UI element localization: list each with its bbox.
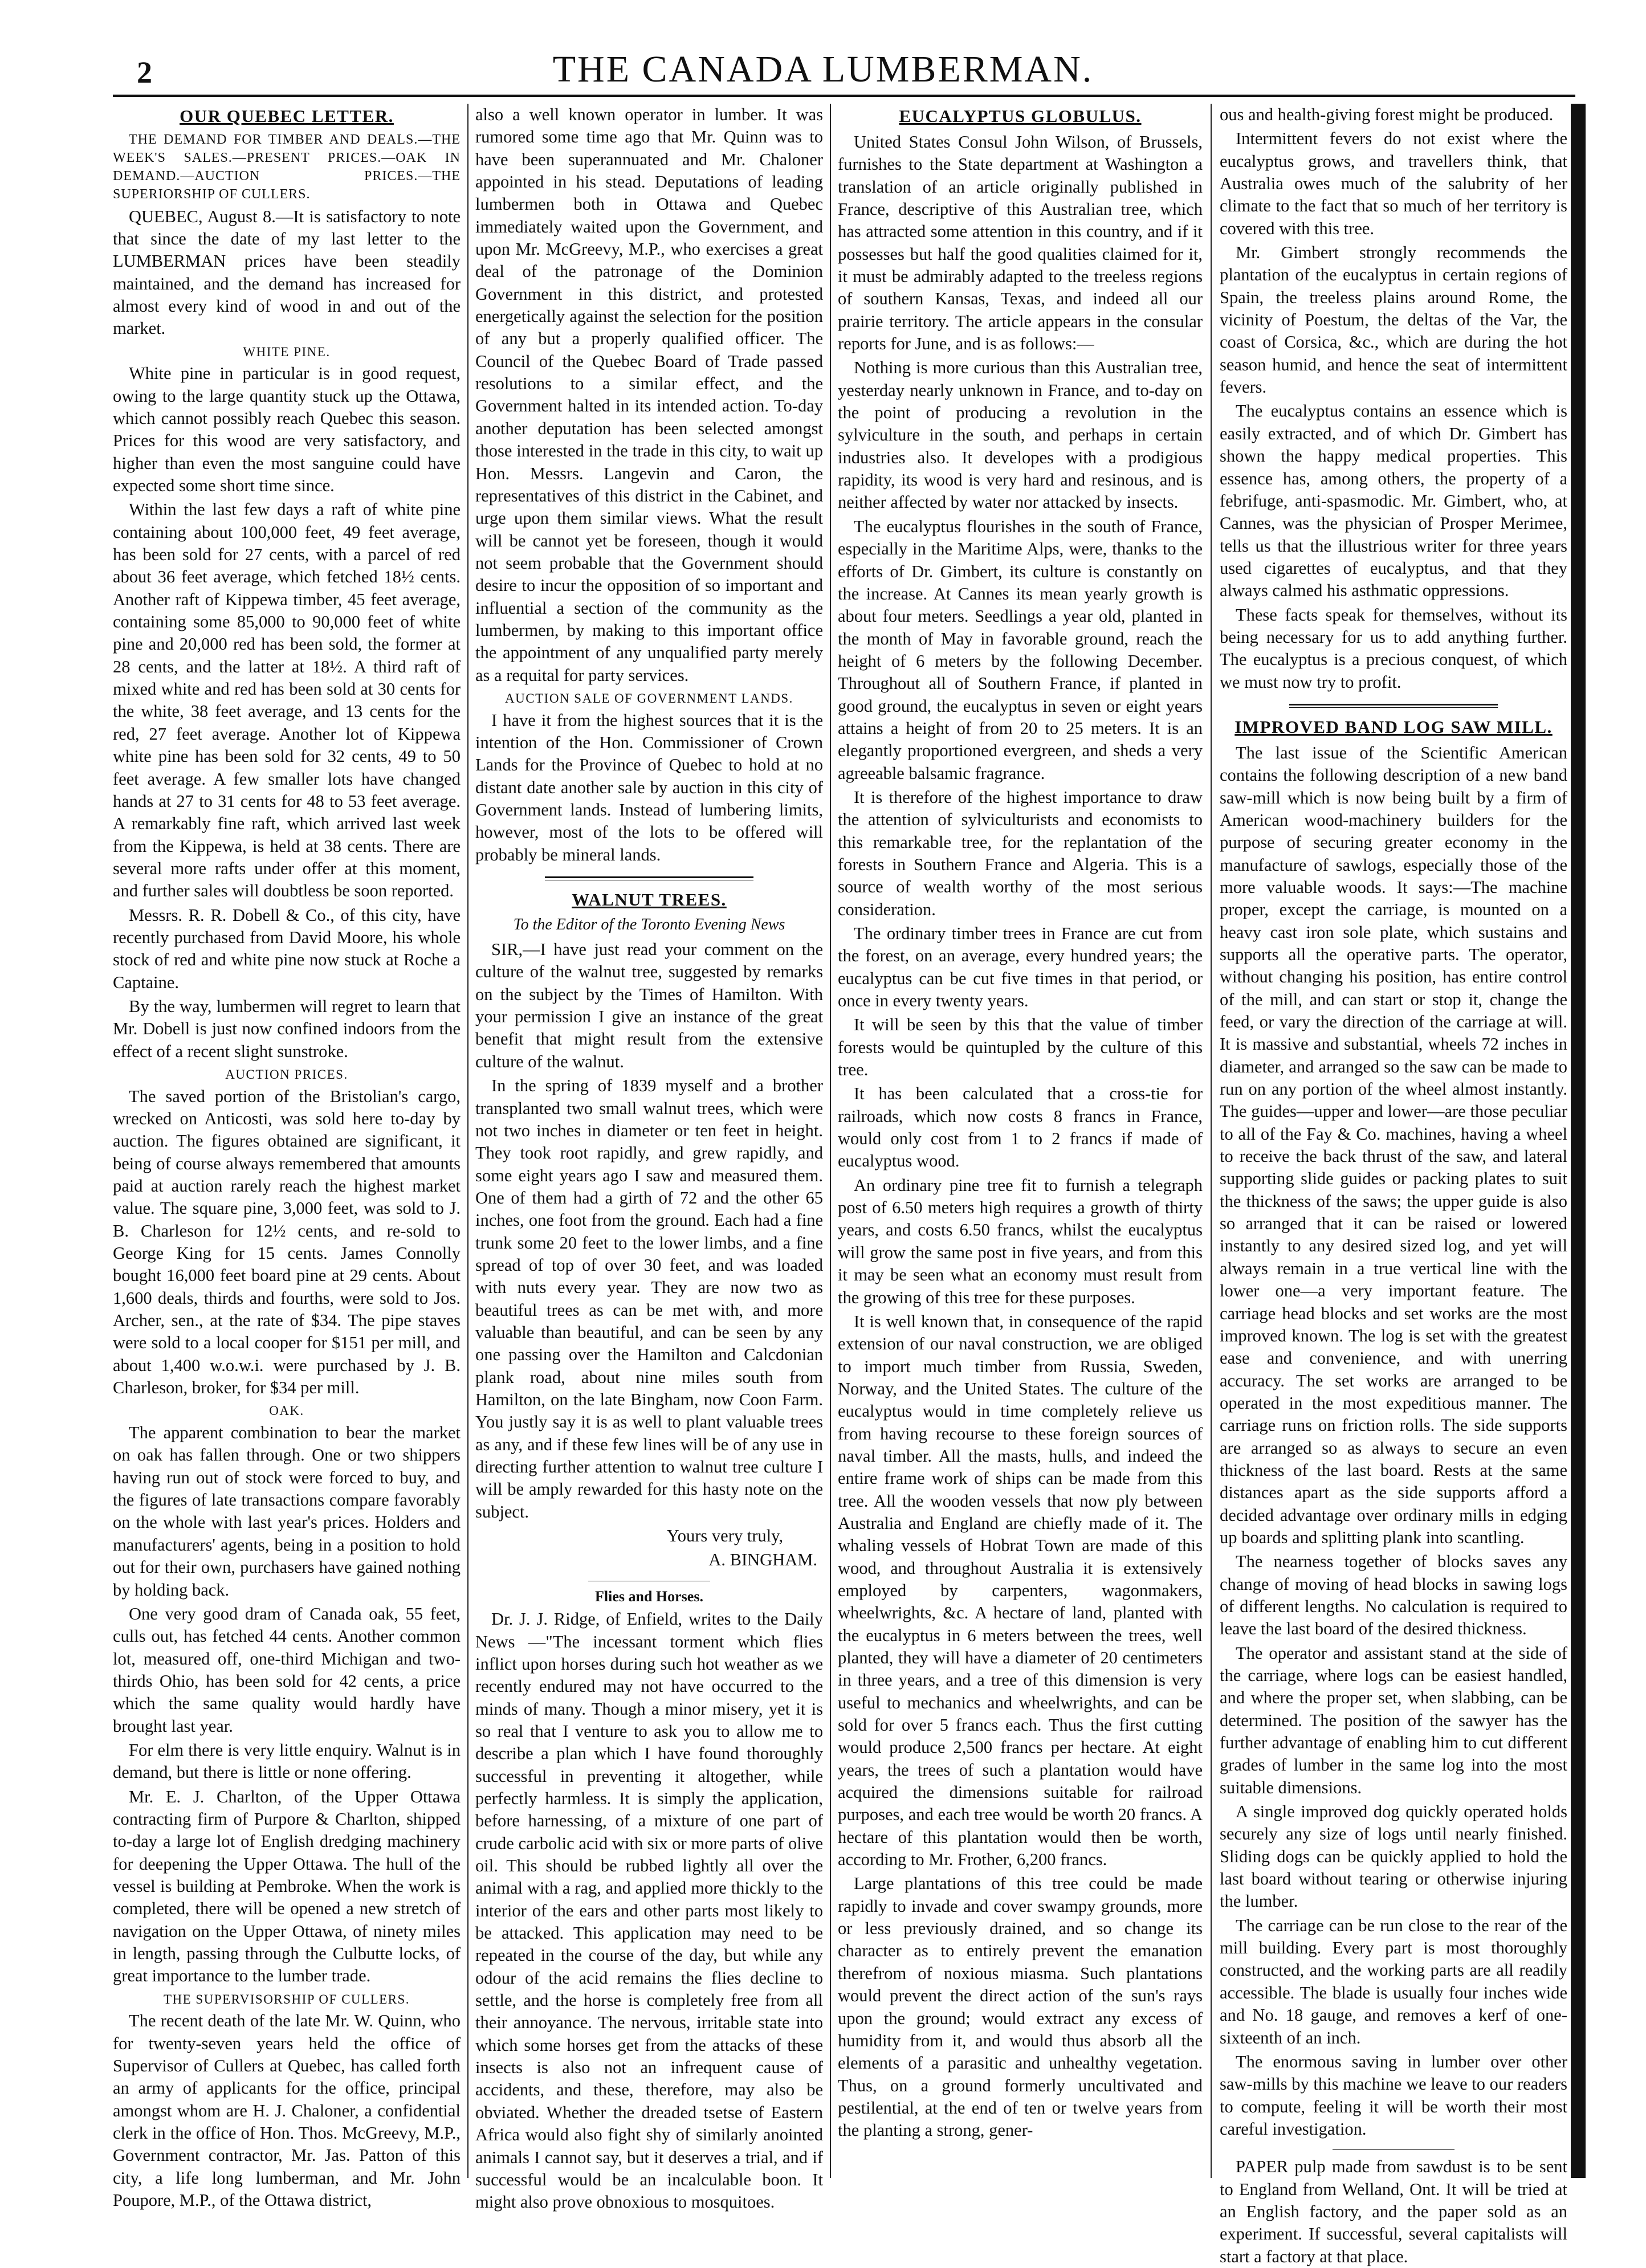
article-heading-walnut-trees: WALNUT TREES. [572,890,727,909]
paragraph: It will be seen by this that the value of timber forests would be quintupled by the culture of this tree. [838,1015,1203,1080]
paragraph: The eucalyptus flourishes in the south of France, especially in the Maritime Alps, were, thanks to the efforts of Dr. Gimbert, its culture is constantly on the increase. At Cannes its mean yearly growth is about four meters. Seedlings a year old, planted in the month of May in favorable ground, reach the height of 6 meters by the following December. Throughout all of Southern France, if planted in good ground, the eucalyptus in seven or eight years attains a height of from 20 to 25 meters. It is an elegantly proportioned evergreen, and sheds a very agreeable balsamic fragrance. [838,516,1203,783]
page-number: 2 [137,55,152,89]
paragraph: The eucalyptus contains an essence which is easily extracted, and of which Dr. Gimbert has shown the happy medical properties. This essence has, among others, the property of a febrifuge, anti-spasmodic. Mr. Gimbert, who, at Cannes, was the physician of Prosper Merimee, tells us that the illustrious writer for three years used cigarettes of eucalyptus, and that they always calmed his asthmatic oppressions. [1220,401,1567,601]
page-title: THE CANADA LUMBERMAN. [552,48,1094,90]
section-separator [1289,704,1498,708]
column-3 [838,104,1203,2178]
subheading-white-pine: WHITE PINE. [243,344,331,359]
paragraph: White pine in particular is in good request, owing to the large quantity stuck up the Ottawa, which cannot possibly reach Quebec this season. Prices for this wood are very satisfactory, and higher than even the most sanguine could have expected some short time since. [113,364,461,496]
paragraph: A single improved dog quickly operated holds securely any size of logs until nearly finished. Sliding dogs can be quickly applied to hold the last board without tearing or otherwise injuring the lumber. [1220,1802,1567,1911]
paragraph: Messrs. R. R. Dobell & Co., of this city, have recently purchased from David Moore, his whole stock of red and white pine now stuck at Roche a Captaine. [113,905,461,992]
column-4 [1220,104,1567,2266]
paragraph: PAPER pulp made from sawdust is to be sent to England from Welland, Ont. It will be tried at an English factory, and the paper sold as an experiment. If successful, several capitalists will start a factory at that place. [1220,2157,1567,2266]
paragraph: SIR,—I have just read your comment on the culture of the walnut tree, suggested by remarks on the subject by the Times of Hamilton. With your permission I give an instance of the great benefit that might result from the extensive culture of the walnut. [475,940,823,1071]
paragraph: In the spring of 1839 myself and a brother transplanted two small walnut trees, which were not two inches in diameter or ten feet in height. They took root rapidly, and grew rapidly, and some eight years ago I saw and measured them. One of them had a girth of 72 and the other 65 inches, one foot from the ground. Each had a fine trunk some 20 feet to the lower limbs, and a fine spread of top of over 30 feet, and was loaded with nuts every year. They are now two as beautiful trees as can be met with, and more valuable than beautiful, and can be seen by any one passing over the Hamilton and Calcdonian plank road, about nine miles south from Hamilton, on the late Bingham, now Coon Farm. You justly say it is as well to plant valuable trees as any, and if these few lines will be of any use in directing further attention to walnut tree culture I will be amply rewarded for this hasty note on the subject. [475,1076,823,1521]
article-byline: To the Editor of the Toronto Evening News [513,915,785,933]
column-2 [475,104,823,2212]
column-divider [830,104,831,2178]
paragraph: The apparent combination to bear the market on oak has fallen through. One or two shippers having run out of stock were forced to buy, and the figures of late transactions compare favorably on the whole with last year's prices. Holders and manufacturers' agents, being in a position to hold out for their own, purchasers have gained nothing by holding back. [113,1423,461,1600]
paragraph: Mr. Gimbert strongly recommends the plantation of the eucalyptus in certain regions of Spain, the treeless plains around Rome, the vicinity of Poestum, the deltas of the Var, the coast of Corsica, &c., which are during the hot season humid, and hence the seat of intermittent fevers. [1220,243,1567,397]
column-1 [113,104,461,2210]
paragraph: The saved portion of the Bristolian's cargo, wrecked on Anticosti, was sold here to-day by auction. The figures obtained are significant, it being of course always remembered that amounts paid at auction rarely reach the highest market value. The square pine, 3,000 feet, was sold to J. B. Charleson for 12½ cents, and re-sold to George King for 15 cents. James Connolly bought 16,000 feet board pine at 29 cents. About 1,600 deals, thirds and fourths, were sold to Jos. Archer, sen., at the rate of $34. The pipe staves were sold to a local cooper for $151 per mill, and about 1,400 w.o.w.i. were purchased by J. B. Charleson, broker, for $34 per mill. [113,1086,461,1398]
paragraph: ous and health-giving forest might be produced. [1220,105,1554,124]
column-divider [467,104,468,2178]
article-heading-quebec-letter: OUR QUEBEC LETTER. [180,106,394,126]
section-separator [545,876,753,880]
paragraph: One very good dram of Canada oak, 55 feet, culls out, has fetched 44 cents. Another common lot, measured off, one-third Michigan and two-thirds Ohio, has been sold for 42 cents, a price which the same quality would hardly have brought last year. [113,1604,461,1736]
section-separator [1333,2149,1454,2150]
paragraph: I have it from the highest sources that it is the intention of the Hon. Commissioner of Crown Lands for the Province of Quebec to hold at no distant date another sale by auction in this city of Government lands. Instead of lumbering limits, however, most of the lots to be offered will probably be mineral lands. [475,710,823,864]
paragraph: Intermittent fevers do not exist where the eucalyptus grows, and travellers think, that Australia owes much of the salubrity of her climate to the fact that so much of her territory is covered with this tree. [1220,129,1567,238]
paragraph: The carriage can be run close to the rear of the mill building. Every part is most thoroughly constructed, and the working parts are all readily accessible. The blade is usually four inches wide and No. 18 gauge, and removes a kerf of one-sixteenth of an inch. [1220,1915,1567,2047]
letter-closing: Yours very truly, [666,1526,783,1546]
paragraph: QUEBEC, August 8.—It is satisfactory to note that since the date of my last letter to the LUMBERMAN prices have been steadily maintained, and the demand has increased for almost every kind of wood in and out of the market. [113,206,461,338]
paragraph: Within the last few days a raft of white pine containing about 100,000 feet, 49 feet average, has been sold for 27 cents, with a parcel of red about 36 feet average, which fetched 18½ cents. Another raft of Kippewa timber, 45 feet average, containing some 85,000 to 90,000 feet of white pine and 20,000 red has been sold, the former at 28 cents, and the latter at 18½. A third raft of mixed white and red has been sold at 30 cents for the white, 38 feet average, and 13 cents for the red, 27 feet average. Another lot of Kippewa white pine has been sold for 32 cents, 49 to 50 feet average. A few smaller lots have changed hands at 27 to 31 cents for 48 to 53 feet average. A remarkably fine raft, which arrived last week from the Kippewa, is held at 38 cents. There are several more rafts under offer at this moment, and further sales will doubtless be soon reported. [113,500,461,901]
paragraph: Large plantations of this tree could be made rapidly to invade and cover swampy grounds, more or less previously drained, and so change its character as to entirely prevent the emanation therefrom of noxious miasma. Such plantations would prevent the direct action of the sun's rays upon the ground; would extract any excess of humidity from it, and would thus absorb all the elements of a parasitic and unhealthy vegetation. Thus, on a ground formerly uncultivated and pestilential, at the end of ten or twelve years from the planting a strong, gener- [838,1874,1203,2140]
subheading-oak: OAK. [269,1404,304,1418]
paragraph: Nothing is more curious than this Australian tree, yesterday nearly unknown in France, and to-day on the point of producing a revolution in the sylviculture in the south, and perhaps in certain industries also. It developes with a prodigious rapidity, its wood is very hard and resinous, and is neither affected by water nor attacked by insects. [838,358,1203,512]
paragraph: The enormous saving in lumber over other saw-mills by this machine we leave to our readers to compute, feeling it will be worth their most careful investigation. [1220,2051,1567,2139]
paragraph: It is therefore of the highest importance to draw the attention of sylviculturists and economists to this remarkable tree, for the replantation of the forests in Southern France and Algeria. This is a source of wealth worthy of the most serious consideration. [838,787,1203,919]
article-heading-eucalyptus-globulus: EUCALYPTUS GLOBULUS. [899,106,1142,126]
paragraph: The last issue of the Scientific American contains the following description of a new band saw-mill which is now being built by a firm of American wood-machinery builders for the purpose of securing greater economy in the manufacture of sawlogs, especially those of the more valuable woods. It says:—The machine proper, except the carriage, is mounted on a heavy cast iron sole plate, which sustains and supports all the operative parts. The operator, without changing his position, has entire control of the mill, and can start or stop it, change the feed, or vary the direction of the carriage at will. It is massive and substantial, wheels 72 inches in diameter, and arranged so the saw can be made to run on any portion of the wheel almost instantly. The guides—upper and lower—are those peculiar to all of the Fay & Co. machines, having a wheel to receive the back thrust of the saw, and lateral supporting slide guides or packing plates to suit the thickness of the saws; the upper guide is also so arranged that it can be raised or lowered instantly to any desired sized log, and yet will always remain in a true vertical line with the lower one—a very important feature. The carriage head blocks and set works are the most improved known. The log is set with the greatest ease and convenience, and with unerring accuracy. The set works are arranged to be operated in the most expeditious manner. The carriage runs on friction rolls. The side supports are arranged so as always to secure an even thickness of the last board. Rests at the same distances apart as the side supports afford a decided advantage over ordinary mills in edging up boards and splitting plank into scantling. [1220,743,1567,1547]
subheading-auction-prices: AUCTION PRICES. [225,1067,348,1082]
paragraph: The ordinary timber trees in France are cut from the forest, on an average, every hundred years; the eucalyptus can be cut five times in that period, or once in every twenty years. [838,924,1203,1011]
paragraph: The operator and assistant stand at the side of the carriage, where logs can be easiest handled, and where the proper set, when slabbing, can be determined. The position of the sawyer has the further advantage of enabling him to cut different grades of lumber in the same log into the most suitable dimensions. [1220,1643,1567,1797]
paragraph: United States Consul John Wilson, of Brussels, furnishes to the State department at Washington a translation of an article originally published in France, descriptive of this Australian tree, which has attracted some attention in this country, and if it possesses but half the good qualities claimed for it, it must be admirably adapted to the treeless regions of southern Kansas, Texas, and indeed all our prairie territory. The article appears in the consular reports for June, and is as follows:— [838,132,1203,354]
paragraph: These facts speak for themselves, without its being necessary for us to add anything further. The eucalyptus is a precious conquest, of which we must now try to profit. [1220,605,1567,692]
article-heading-flies-and-horses: Flies and Horses. [595,1588,703,1605]
article-deck: THE DEMAND FOR TIMBER AND DEALS.—THE WEEK'S SALES.—PRESENT PRICES.—OAK IN DEMAND.—AUCTION PRICES.—THE SUPERIORSHIP OF CULLERS. [113,132,461,202]
article-heading-improved-band-log-saw-mill: IMPROVED BAND LOG SAW MILL. [1235,716,1553,737]
subheading-auction-sale-of-government-lands: AUCTION SALE OF GOVERNMENT LANDS. [505,691,793,705]
column-divider [1211,104,1212,2178]
paragraph: It has been calculated that a cross-tie for railroads, which now costs 8 francs in France, would only cost from 1 to 2 francs if made of eucalyptus wood. [838,1084,1203,1171]
scan-edge-shadow [1571,104,1586,2178]
paragraph: For elm there is very little enquiry. Walnut is in demand, but there is little or none offering. [113,1740,461,1782]
subheading-supervisorship-of-cullers: THE SUPERVISORSHIP OF CULLERS. [163,1992,410,2006]
paragraph: Mr. E. J. Charlton, of the Upper Ottawa contracting firm of Purpore & Charlton, shipped to-day a large lot of English dredging machinery for deepening the Upper Ottawa. The hull of the vessel is building at Pembroke. When the work is completed, there will be opened a new stretch of navigation on the Upper Ottawa, of ninety miles in length, passing through the Culbutte locks, of great importance to the lumber trade. [113,1786,461,1986]
paragraph: The recent death of the late Mr. W. Quinn, who for twenty-seven years held the office of Supervisor of Cullers at Quebec, has called forth an army of applicants for the office, principal amongst whom are H. J. Chaloner, a confidential clerk in the office of Hon. Thos. McGreevy, M.P., Government contractor, Mr. Jas. Patton of this city, a life long lumberman, and Mr. John Poupore, M.P., of the Ottawa district, [113,2011,461,2210]
paragraph: By the way, lumbermen will regret to learn that Mr. Dobell is just now confined indoors from the effect of a recent slight sunstroke. [113,996,461,1061]
paragraph: also a well known operator in lumber. It was rumored some time ago that Mr. Quinn was to have been superannuated and Mr. Chaloner appointed in his stead. Deputations of leading lumbermen both in Ottawa and Quebec immediately waited upon the Government, and upon Mr. McGreevy, M.P., who exercises a great deal of the patronage of the Dominion Government in this district, and protested energetically against the selection for the position of any but a properly qualified officer. The Council of the Quebec Board of Trade passed resolutions to a similar effect, and the Government halted in its intended action. To-day another deputation has been selected amongst those interested in the trade in this city, to wait up Hon. Messrs. Langevin and Caron, the representatives of this district in the Cabinet, and urge upon them similar views. What the result will be cannot yet be foreseen, though it would not seem probable that the Government should desire to incur the opposition of so important and influential a section of the community as the lumbermen, by making to this important office the appointment of any unqualified party merely as a requital for party services. [475,105,823,685]
paragraph: An ordinary pine tree fit to furnish a telegraph post of 6.50 meters high requires a growth of thirty years, and costs 6.50 francs, whilst the eucalyptus will grow the same post in five years, and from this it may be seen what an economy must result from the growing of this tree for these purposes. [838,1175,1203,1307]
paragraph: The nearness together of blocks saves any change of moving of head blocks in sawing logs of different lengths. No calculation is required to leave the last board of the desired thickness. [1220,1552,1567,1639]
header-rule [113,95,1575,97]
paragraph: Dr. J. J. Ridge, of Enfield, writes to the Daily News —"The incessant torment which flies inflict upon horses during such hot weather as we recently endured may not have occurred to the minds of many. Though a minor misery, yet it is so real that I venture to ask you to allow me to describe a plan which I have found thoroughly successful in preventing it altogether, while perfectly harmless. It is simply the application, before harnessing, of a mixture of one part of crude carbolic acid with six or more parts of olive oil. This should be rubbed lightly all over the animal with a rag, and applied more thickly to the interior of the ears and other parts most likely to be attacked. This application may need to be repeated in the course of the day, but while any odour of the acid remains the flies decline to settle, and the horse is completely free from all their annoyance. The nervous, irritable state into which some horses get from the attacks of these insects is also not an infrequent cause of accidents, and these, therefore, may also be obviated. Whether the dreaded tsetse of Eastern Africa would also fight shy of similarly anointed animals I cannot say, but it deserves a trial, and if successful would be an incalculable boon. It might also prove obnoxious to mosquitoes. [475,1609,823,2212]
paragraph: It is well known that, in consequence of the rapid extension of our naval construction, we are obliged to import much timber from Russia, Sweden, Norway, and the United States. The culture of the eucalyptus would in time completely relieve us from having recourse to these foreign sources of naval timber. All the masts, hulls, and indeed the entire frame work of ships can be made from this tree. All the wooden vessels that now ply between Australia and England are chiefly made of it. The whaling vessels of Hobrat Town are made of this wood, and throughout Australia it is extensively employed by carpenters, wagonmakers, wheelwrights, &c. A hectare of land, planted with the eucalyptus in 6 meters between the trees, well planted, they will have a diameter of 20 centimeters in three years, and a tree of this dimension is very useful to mechanics and wheelwrights, and can be sold for over 5 francs each. Thus the first cutting would produce 2,500 francs per hectare. At eight years, the trees of such a plantation would have acquired the dimensions suitable for railroad purposes, and each tree would be worth 20 francs. A hectare of this plantation would then be worth, according to Mr. Frother, 6,200 francs. [838,1311,1203,1870]
letter-signature: A. BINGHAM. [708,1550,817,1570]
